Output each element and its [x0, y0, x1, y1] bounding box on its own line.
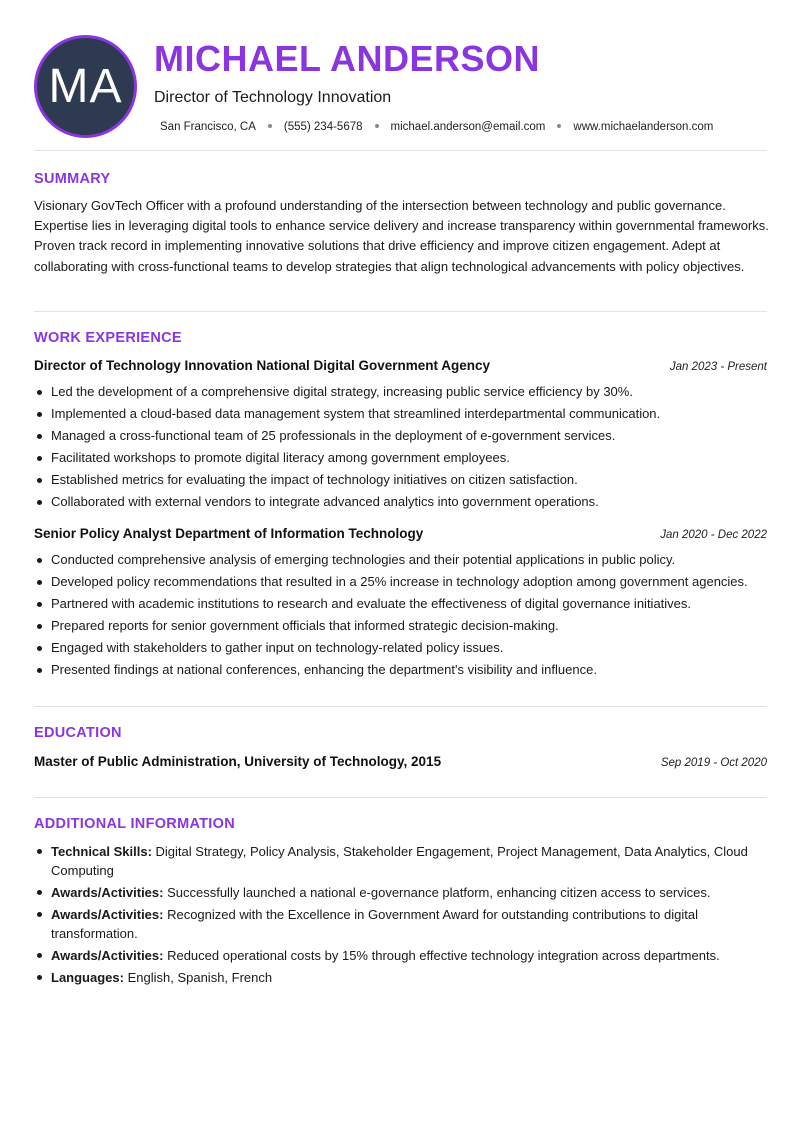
avatar [34, 35, 137, 138]
education-degree: Master of Public Administration, University of Technology, 2015 [34, 754, 442, 769]
job-bullet-list [34, 551, 770, 684]
item-text: Digital Strategy, Policy Analysis, Stakeholder Engagement, Project Management, Data Analytics, Cloud Computing [51, 844, 748, 878]
item-label: Awards/Activities: [51, 948, 164, 963]
list-item: Led the development of a comprehensive digital strategy, increasing public service efficiency by 30%. [34, 383, 770, 402]
section-divider [34, 311, 767, 312]
job-header [34, 526, 767, 541]
job-bullet-list [34, 383, 770, 516]
separator-dot-icon [557, 124, 561, 128]
work-experience-heading: WORK EXPERIENCE [34, 330, 182, 346]
job-title: Director of Technology Innovation National Digital Government Agency [34, 358, 491, 373]
summary-heading: SUMMARY [34, 171, 111, 187]
avatar-initials: MA [48, 60, 123, 113]
contact-website[interactable]: www.michaelanderson.com [573, 121, 714, 133]
list-item: Prepared reports for senior government officials that informed strategic decision-making. [34, 617, 770, 636]
item-text: Recognized with the Excellence in Government Award for outstanding contributions to digital transformation. [51, 907, 698, 941]
job-title: Senior Policy Analyst Department of Information Technology [34, 526, 424, 541]
separator-dot-icon [375, 124, 379, 128]
additional-info-list [34, 842, 770, 990]
education-entry [34, 754, 767, 769]
job-header [34, 358, 767, 373]
section-divider [34, 797, 767, 798]
education-heading: EDUCATION [34, 725, 122, 741]
list-item: Facilitated workshops to promote digital literacy among government employees. [34, 449, 770, 468]
list-item: Conducted comprehensive analysis of emerging technologies and their potential applications in public policy. [34, 551, 770, 570]
contact-email[interactable]: michael.anderson@email.com [390, 121, 546, 133]
section-divider [34, 150, 767, 151]
item-text: English, Spanish, French [123, 970, 273, 985]
item-label: Awards/Activities: [51, 907, 164, 922]
item-label: Languages: [51, 970, 124, 985]
summary-text: Visionary GovTech Officer with a profound understanding of the intersection between technology and public governance. Expertise lies in leveraging digital tools to enhance service delivery and increase transparency within governmental frameworks. Proven track record in implementing innovative solutions that drive efficiency and improve citizen engagement. Adept at collaborating with cross-functional teams to develop strategies that align technological advancements with policy objectives. [34, 198, 769, 274]
list-item: Implemented a cloud-based data management system that streamlined interdepartmental communication. [34, 405, 770, 424]
job-dates: Jan 2020 - Dec 2022 [660, 529, 767, 541]
list-item: Partnered with academic institutions to research and evaluate the effectiveness of digital governance initiatives. [34, 595, 770, 614]
candidate-title: Director of Technology Innovation [154, 89, 392, 106]
list-item: Established metrics for evaluating the impact of technology initiatives on citizen satisfaction. [34, 471, 770, 490]
item-label: Awards/Activities: [51, 885, 164, 900]
contact-location: San Francisco, CA [160, 121, 256, 133]
section-divider [34, 706, 767, 707]
item-label: Technical Skills: [51, 844, 152, 859]
contact-bar [160, 121, 713, 133]
contact-phone[interactable]: (555) 234-5678 [283, 121, 363, 133]
list-item: Collaborated with external vendors to integrate advanced analytics into government operations. [34, 493, 770, 512]
list-item: Developed policy recommendations that resulted in a 25% increase in technology adoption among government agencies. [34, 573, 770, 592]
list-item [34, 883, 770, 902]
list-item [34, 946, 770, 965]
list-item: Managed a cross-functional team of 25 professionals in the deployment of e-government services. [34, 427, 770, 446]
job-dates: Jan 2023 - Present [669, 361, 767, 373]
list-item [34, 905, 770, 943]
list-item [34, 842, 770, 880]
separator-dot-icon [268, 124, 272, 128]
additional-info-heading: ADDITIONAL INFORMATION [34, 816, 235, 832]
item-text: Successfully launched a national e-governance platform, enhancing citizen access to services. [163, 885, 711, 900]
list-item: Engaged with stakeholders to gather input on technology-related policy issues. [34, 639, 770, 658]
candidate-name: MICHAEL ANDERSON [154, 38, 541, 79]
list-item: Presented findings at national conferences, enhancing the department's visibility and influence. [34, 661, 770, 680]
education-dates: Sep 2019 - Oct 2020 [660, 757, 767, 769]
list-item [34, 968, 770, 987]
item-text: Reduced operational costs by 15% through effective technology integration across departments. [163, 948, 720, 963]
